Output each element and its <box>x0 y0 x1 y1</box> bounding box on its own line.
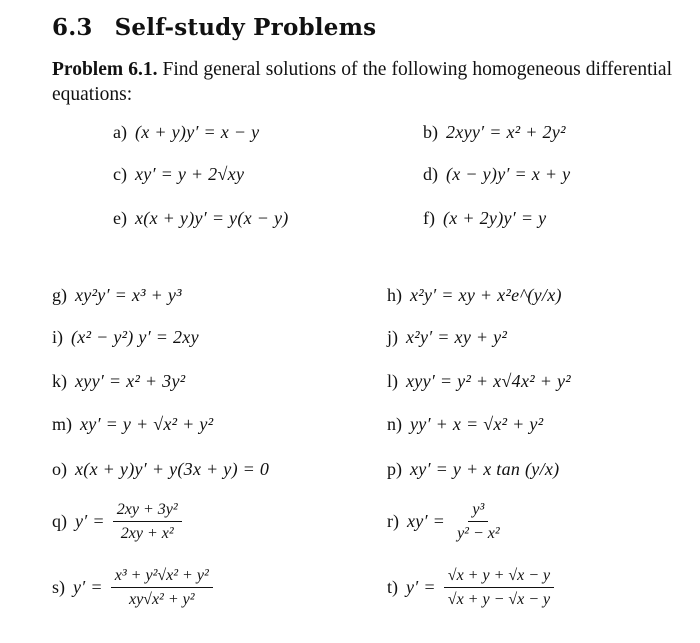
equation-label: s) <box>52 576 65 597</box>
fraction <box>444 566 554 609</box>
fraction-numerator: 2xy + 3y² <box>113 500 182 522</box>
equation-m <box>52 409 213 439</box>
equation-k <box>52 366 185 396</box>
fraction-numerator: y³ <box>468 500 488 522</box>
equation-label: k) <box>52 370 67 391</box>
equation-t <box>387 561 554 613</box>
equation-l <box>387 366 571 396</box>
equation-f <box>423 203 546 233</box>
equation-label: j) <box>387 326 398 347</box>
fraction <box>453 500 504 543</box>
fraction-numerator: √x + y + √x − y <box>444 566 554 588</box>
equation-label: d) <box>423 163 438 184</box>
section-number: 6.3 <box>52 14 93 41</box>
equation-text: (x − y)y′ = x + y <box>446 163 571 184</box>
equation-label: f) <box>423 207 435 228</box>
equation-j <box>387 322 507 352</box>
equation-label: i) <box>52 326 63 347</box>
equation-lhs: y′ = <box>73 576 103 597</box>
equation-label: b) <box>423 121 438 142</box>
equation-text: (x + y)y′ = x − y <box>134 121 260 142</box>
equation-text: x(x + y)y′ + y(3x + y) = 0 <box>75 458 270 479</box>
fraction <box>111 566 213 609</box>
fraction-denominator: y² − x² <box>457 524 500 542</box>
section-title <box>52 14 376 41</box>
equation-text: xy′ = y + √x² + y² <box>80 413 214 434</box>
equation-label: a) <box>113 121 127 142</box>
equation-r <box>387 496 504 546</box>
equation-a <box>113 117 259 147</box>
equation-text: (x² − y²) y′ = 2xy <box>71 326 199 347</box>
fraction-denominator: √x + y − √x − y <box>447 590 551 608</box>
equation-label: m) <box>52 413 72 434</box>
equation-g <box>52 280 182 310</box>
equation-text: xy′ = y + x tan (y/x) <box>410 458 560 479</box>
problem-statement <box>52 57 672 107</box>
equation-text: (x + 2y)y′ = y <box>443 207 547 228</box>
equation-b <box>423 117 566 147</box>
problem-label: Problem 6.1. <box>52 59 158 80</box>
equation-n <box>387 409 543 439</box>
equation-lhs: y′ = <box>75 510 105 531</box>
fraction-denominator: xy√x² + y² <box>128 590 195 608</box>
equation-p <box>387 454 559 484</box>
equation-text: xyy′ = x² + 3y² <box>75 370 186 391</box>
section-title-text: Self-study Problems <box>114 14 377 41</box>
equation-label: l) <box>387 370 398 391</box>
equation-label: g) <box>52 284 67 305</box>
equation-label: p) <box>387 458 402 479</box>
fraction-denominator: 2xy + x² <box>120 524 174 542</box>
equation-label: c) <box>113 163 127 184</box>
equation-text: yy′ + x = √x² + y² <box>410 413 544 434</box>
equation-text: xyy′ = y² + x√4x² + y² <box>406 370 571 391</box>
equation-lhs: xy′ = <box>407 510 446 531</box>
equation-s <box>52 561 213 613</box>
equation-e <box>113 203 289 233</box>
equation-c <box>113 159 244 189</box>
equation-lhs: y′ = <box>406 576 436 597</box>
equation-text: 2xyy′ = x² + 2y² <box>446 121 566 142</box>
equation-h <box>387 280 562 310</box>
equation-text: xy′ = y + 2√xy <box>134 163 245 184</box>
equation-label: r) <box>387 510 399 531</box>
equation-i <box>52 322 199 352</box>
equation-label: o) <box>52 458 67 479</box>
fraction <box>113 500 182 543</box>
equation-text: xy²y′ = x³ + y³ <box>75 284 182 305</box>
equation-label: t) <box>387 576 398 597</box>
problem-text: Find general solutions of the following homogeneous differential equations: <box>52 59 672 105</box>
equation-d <box>423 159 570 189</box>
equation-q <box>52 496 182 546</box>
equation-label: e) <box>113 207 127 228</box>
equation-label: n) <box>387 413 402 434</box>
equation-text: x(x + y)y′ = y(x − y) <box>134 207 289 228</box>
equation-label: h) <box>387 284 402 305</box>
equation-label: q) <box>52 510 67 531</box>
equation-o <box>52 454 269 484</box>
equation-text: x²y′ = xy + y² <box>406 326 508 347</box>
fraction-numerator: x³ + y²√x² + y² <box>111 566 213 588</box>
equation-text: x²y′ = xy + x²e^(y/x) <box>410 284 562 305</box>
